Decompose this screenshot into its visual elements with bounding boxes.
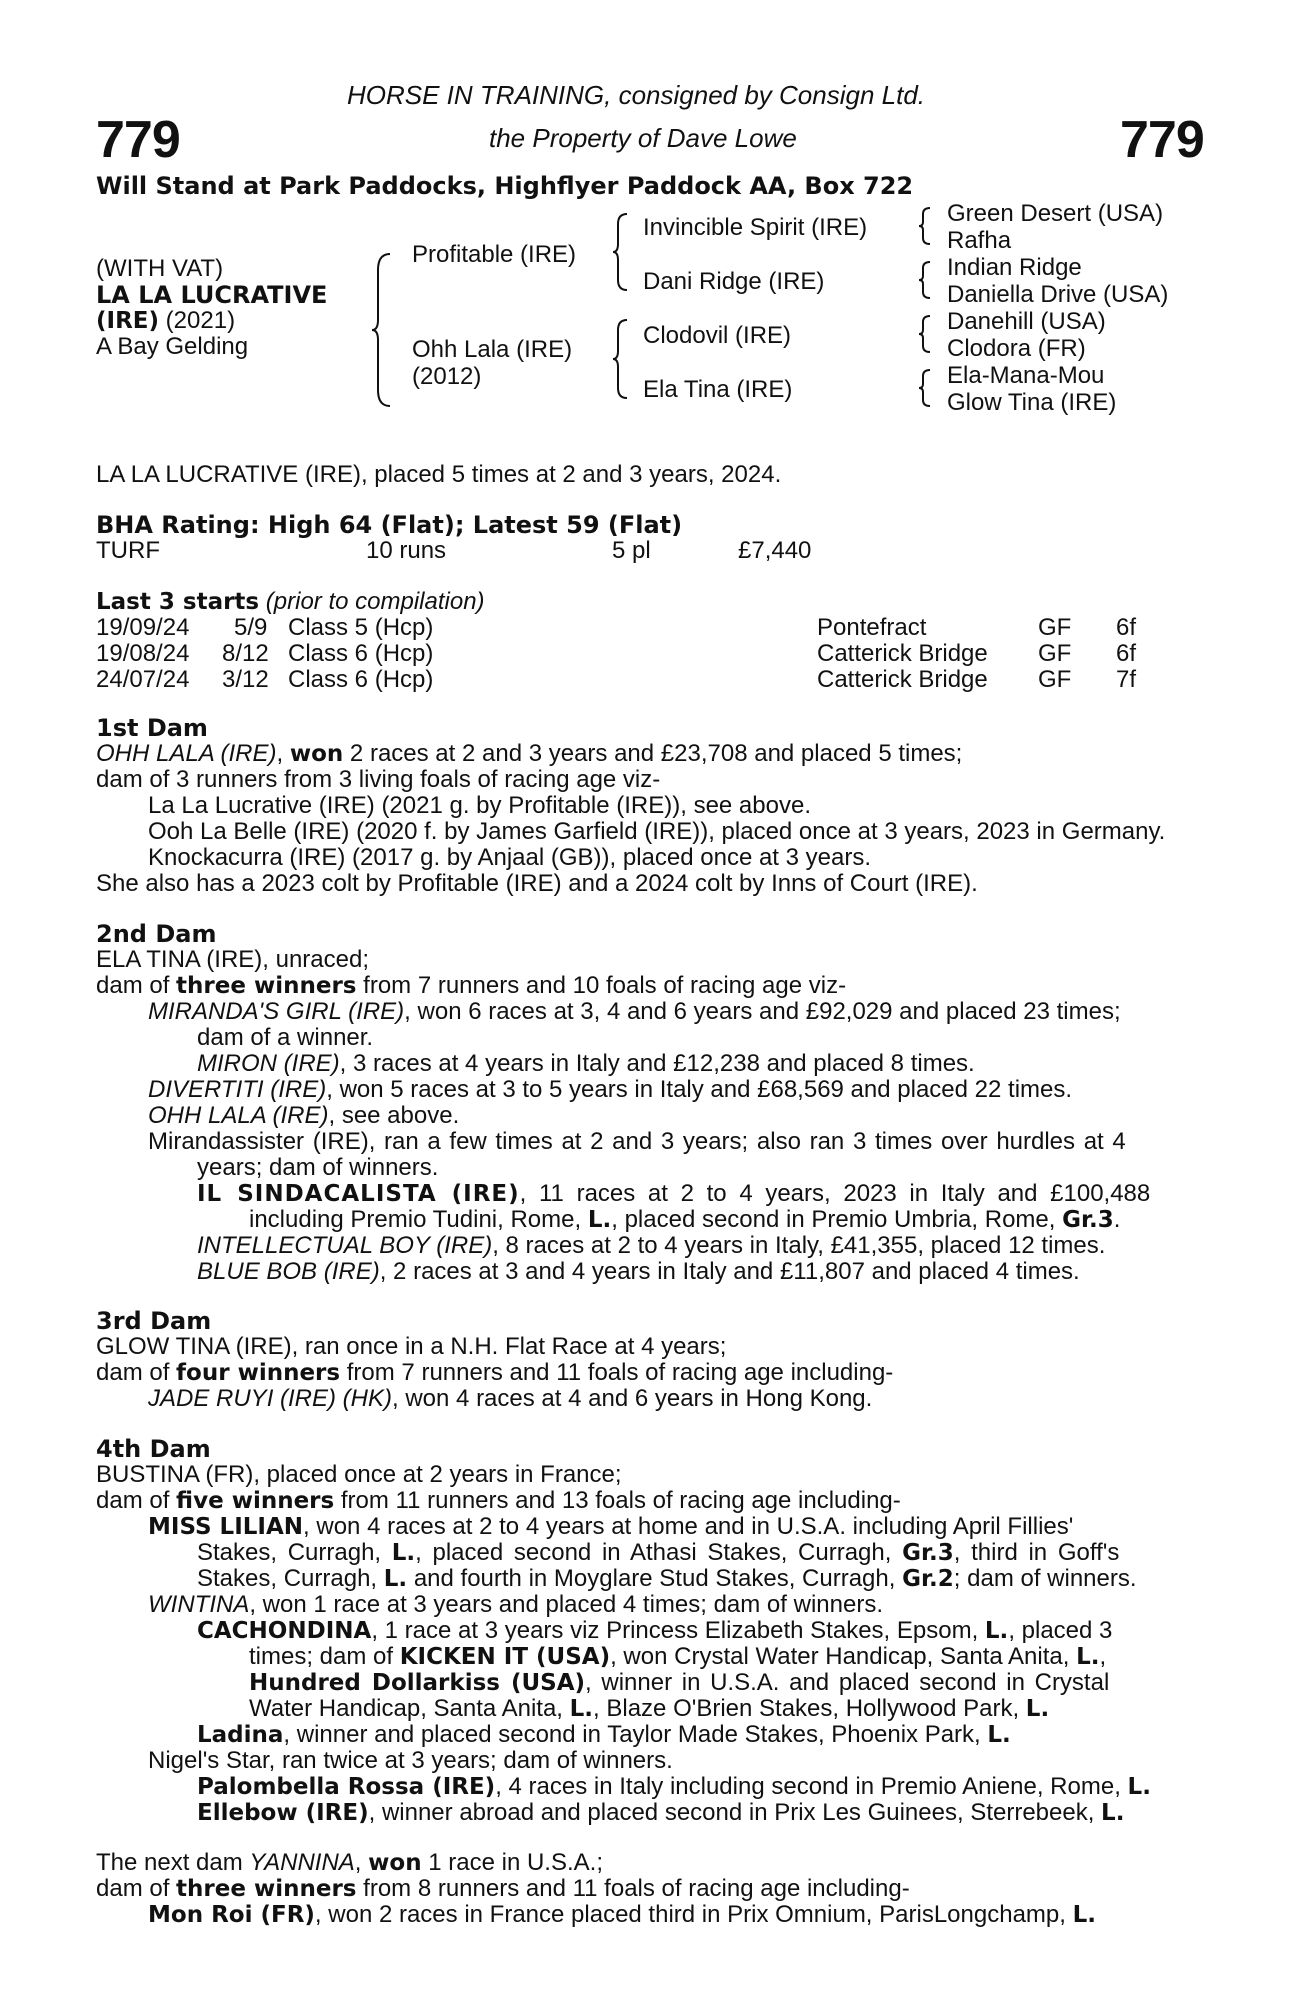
winners-count: three winners	[176, 1876, 357, 1902]
text: including Premio Tudini, Rome,	[249, 1206, 588, 1233]
listed-mark: L.	[987, 1722, 1011, 1748]
next-dam-line-1	[96, 1850, 603, 1876]
horse-name: MIRANDA'S GIRL (IRE)	[148, 998, 405, 1025]
horse-name: MISS LILIAN	[148, 1514, 304, 1540]
listed-mark: L.	[1072, 1902, 1096, 1928]
start-course: Catterick Bridge	[817, 666, 988, 693]
text: , 11 races at 2 to 4 years, 2023 in Italy and £100,488	[519, 1180, 1151, 1207]
listed-mark: L.	[569, 1696, 594, 1722]
text: , won 6 races at 3, 4 and 6 years and £92,029 and placed 23 times;	[404, 998, 1121, 1025]
fourth-dam-grandprogeny-4	[197, 1800, 1124, 1826]
text: and fourth in Moyglare Stud Stakes, Curragh,	[407, 1565, 903, 1592]
pedigree-gg-7: Ela-Mana-Mou	[947, 362, 1105, 389]
listed-mark: L.	[1127, 1774, 1151, 1800]
start-position: 5/9	[234, 614, 268, 641]
horse-description: A Bay Gelding	[96, 333, 249, 360]
horse-name: Hundred Dollarkiss (USA)	[249, 1670, 586, 1696]
text: dam of	[96, 972, 177, 999]
second-dam-line-2	[96, 973, 846, 999]
brace-g2	[918, 260, 932, 300]
horse-name: BLUE BOB (IRE)	[197, 1258, 380, 1285]
start-class: Class 5 (Hcp)	[288, 614, 434, 641]
fourth-dam-progeny-3: Nigel's Star, ran twice at 3 years; dam of winners.	[148, 1747, 673, 1774]
horse-country: (IRE)	[96, 308, 160, 334]
text: , winner abroad and placed second in Prix Les Guinees, Sterrebeek,	[368, 1799, 1102, 1826]
text: , see above.	[328, 1102, 460, 1129]
dam-name: OHH LALA (IRE)	[96, 740, 277, 767]
pedigree-gg-5: Danehill (USA)	[947, 308, 1106, 335]
second-dam-heading: 2nd Dam	[96, 920, 217, 948]
brace-g3	[918, 314, 932, 354]
second-dam-grandprogeny-1	[197, 1051, 975, 1077]
pedigree-dam-sire: Clodovil (IRE)	[643, 322, 792, 349]
first-dam-line-1	[96, 741, 962, 767]
text: , placed second in Athasi Stakes, Curragh,	[415, 1539, 903, 1566]
second-dam-progeny-1	[148, 999, 1121, 1025]
fourth-dam-progeny-1-cont-2	[197, 1566, 1137, 1592]
text: ; dam of winners.	[953, 1565, 1137, 1592]
second-dam-grandprogeny-2-cont	[249, 1207, 1120, 1233]
text: , 8 races at 2 to 4 years in Italy, £41,355, placed 12 times.	[492, 1232, 1106, 1259]
rating-placed: 5 pl	[612, 537, 651, 564]
text: ,	[276, 740, 290, 767]
text: , won 2 races in France placed third in Prix Omnium, ParisLongchamp,	[314, 1901, 1073, 1928]
text: from 8 runners and 11 foals of racing age including-	[356, 1875, 910, 1902]
text: ,	[1099, 1643, 1107, 1670]
text: , won Crystal Water Handicap, Santa Anita,	[610, 1643, 1077, 1670]
listed-mark: L.	[391, 1540, 416, 1566]
listed-mark: L.	[1101, 1800, 1125, 1826]
stand-location: Will Stand at Park Paddocks, Highflyer Paddock AA, Box 722	[96, 172, 914, 200]
next-dam-line-2	[96, 1876, 910, 1902]
won-text: won	[368, 1850, 422, 1876]
second-dam-grandprogeny-2	[197, 1181, 1150, 1207]
last-starts-note: (prior to compilation)	[259, 588, 485, 615]
text: times; dam of	[249, 1643, 400, 1670]
fourth-dam-progeny-2	[148, 1592, 883, 1618]
winners-count: four winners	[176, 1360, 341, 1386]
third-dam-heading: 3rd Dam	[96, 1307, 212, 1335]
fourth-dam-great-grandprogeny-1-cont	[249, 1696, 1049, 1722]
text: , Blaze O'Brien Stakes, Hollywood Park,	[593, 1695, 1026, 1722]
pedigree-gg-8: Glow Tina (IRE)	[947, 389, 1117, 416]
fourth-dam-grandprogeny-3	[197, 1774, 1151, 1800]
first-dam-progeny-2: Ooh La Belle (IRE) (2020 f. by James Garfield (IRE)), placed once at 3 years, 2023 in Germany.	[148, 818, 1166, 845]
pedigree-dam-dam: Ela Tina (IRE)	[643, 376, 793, 403]
horse-year: (2021)	[159, 307, 236, 334]
start-date: 19/09/24	[96, 614, 190, 641]
brace-dam-line	[612, 318, 630, 400]
start-class: Class 6 (Hcp)	[288, 640, 434, 667]
listed-mark: L.	[1025, 1696, 1050, 1722]
rating-runs: 10 runs	[366, 537, 447, 564]
second-dam-grandprogeny-3	[197, 1233, 1105, 1259]
fourth-dam-grandprogeny-1	[197, 1618, 1112, 1644]
text: , placed 3	[1008, 1617, 1113, 1644]
text: dam of	[96, 1359, 177, 1386]
winners-count: three winners	[176, 973, 357, 999]
text: , third in Goff's	[953, 1539, 1120, 1566]
start-distance: 7f	[1116, 666, 1137, 693]
text: , placed second in Premio Umbria, Rome,	[611, 1206, 1063, 1233]
text: Stakes, Curragh,	[197, 1539, 392, 1566]
brace-sire-dam	[370, 252, 394, 408]
text: , 2 races at 3 and 4 years in Italy and £11,807 and placed 4 times.	[379, 1258, 1080, 1285]
text: 1 race in U.S.A.;	[421, 1849, 603, 1876]
text: , won 5 races at 3 to 5 years in Italy and £68,569 and placed 22 times.	[326, 1076, 1073, 1103]
text: , 4 races in Italy including second in Premio Aniene, Rome,	[495, 1773, 1128, 1800]
text: ,	[354, 1849, 369, 1876]
text: , won 4 races at 2 to 4 years at home and in U.S.A. including April Fillies'	[303, 1513, 1074, 1540]
listed-mark: L.	[383, 1566, 408, 1592]
text: dam of	[96, 1875, 177, 1902]
first-dam-progeny-1: La La Lucrative (IRE) (2021 g. by Profitable (IRE)), see above.	[148, 792, 811, 819]
bha-rating: BHA Rating: High 64 (Flat); Latest 59 (Flat)	[96, 511, 683, 539]
fourth-dam-grandprogeny-2	[197, 1722, 1011, 1748]
vat-note: (WITH VAT)	[96, 255, 224, 282]
brace-sire-line	[612, 212, 630, 292]
horse-name: KICKEN IT (USA)	[399, 1644, 611, 1670]
text: from 7 runners and 10 foals of racing age viz-	[356, 972, 847, 999]
text: from 7 runners and 11 foals of racing age including-	[340, 1359, 894, 1386]
text: .	[1113, 1206, 1121, 1233]
header-property: the Property of Dave Lowe	[489, 123, 797, 153]
start-distance: 6f	[1116, 614, 1137, 641]
second-dam-progeny-1-cont: dam of a winner.	[197, 1024, 374, 1051]
horse-name: Palombella Rossa (IRE)	[197, 1774, 496, 1800]
text: Water Handicap, Santa Anita,	[249, 1695, 570, 1722]
pedigree-gg-4: Daniella Drive (USA)	[947, 281, 1169, 308]
pedigree-dam-year: (2012)	[412, 363, 482, 390]
brace-g1	[918, 206, 932, 246]
text: The next dam	[96, 1849, 250, 1876]
race-summary: LA LA LUCRATIVE (IRE), placed 5 times at 2 and 3 years, 2024.	[96, 461, 782, 488]
horse-name: JADE RUYI (IRE) (HK)	[148, 1385, 393, 1412]
listed-mark: L.	[1076, 1644, 1100, 1670]
horse-name: CACHONDINA	[197, 1618, 372, 1644]
horse-name: OHH LALA (IRE)	[148, 1102, 329, 1129]
first-dam-progeny-3: Knockacurra (IRE) (2017 g. by Anjaal (GB)), placed once at 3 years.	[148, 844, 872, 871]
second-dam-progeny-3	[148, 1103, 459, 1129]
pedigree-sire-sire: Invincible Spirit (IRE)	[643, 214, 868, 241]
third-dam-line-2	[96, 1360, 893, 1386]
horse-name: Ladina	[197, 1722, 284, 1748]
start-distance: 6f	[1116, 640, 1137, 667]
second-dam-progeny-4-cont: years; dam of winners.	[197, 1154, 439, 1181]
third-dam-line-1: GLOW TINA (IRE), ran once in a N.H. Flat Race at 4 years;	[96, 1333, 727, 1360]
group-mark: Gr.2	[902, 1566, 954, 1592]
second-dam-progeny-4: Mirandassister (IRE), ran a few times at 2 and 3 years; also ran 3 times over hurdles at 4	[148, 1128, 1126, 1155]
start-date: 24/07/24	[96, 666, 190, 693]
first-dam-heading: 1st Dam	[96, 714, 208, 742]
last-starts-title: Last 3 starts	[96, 589, 260, 615]
fourth-dam-heading: 4th Dam	[96, 1435, 211, 1463]
horse-name: LA LA LUCRATIVE	[96, 281, 328, 309]
start-course: Catterick Bridge	[817, 640, 988, 667]
first-dam-note: She also has a 2023 colt by Profitable (IRE) and a 2024 colt by Inns of Court (IRE).	[96, 870, 978, 897]
start-course: Pontefract	[817, 614, 927, 641]
horse-name: MIRON (IRE)	[197, 1050, 340, 1077]
listed-mark: L.	[984, 1618, 1009, 1644]
start-going: GF	[1038, 640, 1072, 667]
text: , won 4 races at 4 and 6 years in Hong Kong.	[392, 1385, 873, 1412]
brace-g4	[918, 368, 932, 408]
text: from 11 runners and 13 foals of racing age including-	[334, 1487, 901, 1514]
pedigree-sire-dam: Dani Ridge (IRE)	[643, 268, 825, 295]
fourth-dam-grandprogeny-1-cont	[249, 1644, 1106, 1670]
text: , 1 race at 3 years viz Princess Elizabeth Stakes, Epsom,	[371, 1617, 985, 1644]
text: 2 races at 2 and 3 years and £23,708 and placed 5 times;	[343, 740, 963, 767]
text: , winner and placed second in Taylor Made Stakes, Phoenix Park,	[283, 1721, 988, 1748]
next-dam-progeny-1	[148, 1902, 1096, 1928]
third-dam-progeny-1	[148, 1386, 872, 1412]
fourth-dam-progeny-1-cont-1	[197, 1540, 1119, 1566]
fourth-dam-line-1: BUSTINA (FR), placed once at 2 years in France;	[96, 1461, 622, 1488]
text: Stakes, Curragh,	[197, 1565, 384, 1592]
start-going: GF	[1038, 666, 1072, 693]
second-dam-line-1: ELA TINA (IRE), unraced;	[96, 946, 370, 973]
horse-name: Mon Roi (FR)	[148, 1902, 315, 1928]
listed-mark: L.	[587, 1207, 612, 1233]
horse-name: IL SINDACALISTA (IRE)	[197, 1181, 520, 1207]
last-starts-heading	[96, 589, 485, 615]
group-mark: Gr.3	[1062, 1207, 1114, 1233]
pedigree-gg-3: Indian Ridge	[947, 254, 1082, 281]
text: dam of	[96, 1487, 177, 1514]
second-dam-progeny-2	[148, 1077, 1072, 1103]
fourth-dam-line-2	[96, 1488, 901, 1514]
won-text: won	[289, 741, 344, 767]
dam-name: YANNINA	[249, 1849, 355, 1876]
pedigree-gg-6: Clodora (FR)	[947, 335, 1086, 362]
lot-number-left: 779	[96, 111, 180, 169]
start-date: 19/08/24	[96, 640, 190, 667]
start-position: 8/12	[222, 640, 269, 667]
horse-name: Ellebow (IRE)	[197, 1800, 369, 1826]
text: , 3 races at 4 years in Italy and £12,238 and placed 8 times.	[339, 1050, 975, 1077]
start-class: Class 6 (Hcp)	[288, 666, 434, 693]
horse-name-year	[96, 308, 235, 334]
fourth-dam-progeny-1	[148, 1514, 1073, 1540]
header-consignor: HORSE IN TRAINING, consigned by Consign Ltd.	[347, 80, 926, 110]
pedigree-gg-2: Rafha	[947, 227, 1012, 254]
start-going: GF	[1038, 614, 1072, 641]
fourth-dam-great-grandprogeny-1	[249, 1670, 1109, 1696]
pedigree-dam: Ohh Lala (IRE)	[412, 336, 573, 363]
horse-name: DIVERTITI (IRE)	[148, 1076, 327, 1103]
text: , won 1 race at 3 years and placed 4 times; dam of winners.	[249, 1591, 883, 1618]
start-position: 3/12	[222, 666, 269, 693]
group-mark: Gr.3	[902, 1540, 954, 1566]
text: , winner in U.S.A. and placed second in Crystal	[585, 1669, 1110, 1696]
pedigree-sire: Profitable (IRE)	[412, 241, 577, 268]
pedigree-gg-1: Green Desert (USA)	[947, 200, 1164, 227]
horse-name: WINTINA	[148, 1591, 250, 1618]
rating-surface: TURF	[96, 537, 160, 564]
first-dam-line-2: dam of 3 runners from 3 living foals of racing age viz-	[96, 766, 661, 793]
lot-number-right: 779	[1120, 111, 1204, 169]
winners-count: five winners	[176, 1488, 335, 1514]
horse-name: INTELLECTUAL BOY (IRE)	[197, 1232, 493, 1259]
rating-prize: £7,440	[738, 537, 812, 564]
second-dam-grandprogeny-4	[197, 1259, 1080, 1285]
